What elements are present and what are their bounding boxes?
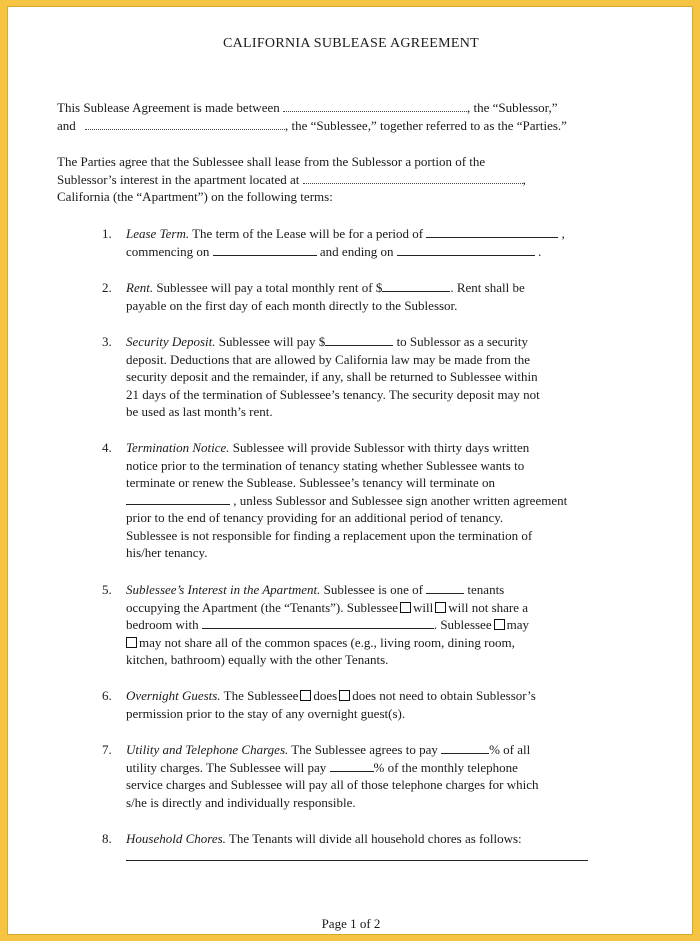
clause-number: 2. <box>102 280 112 295</box>
clause-text: Sublessee will provide Sublessor with thirty days written <box>232 440 530 455</box>
clause-text: kitchen, bathroom) equally with the other Tenants. <box>126 652 389 667</box>
clause-text: be used as last month’s rent. <box>126 404 273 419</box>
clause-text: utility charges. The Sublessee will pay <box>126 759 327 775</box>
clause-text: security deposit and the remainder, if any, shall be returned to Sublessee within <box>126 369 538 384</box>
clause-text: bedroom with <box>126 617 199 632</box>
clause-heading: Security Deposit. <box>126 334 216 349</box>
will-not-share-checkbox[interactable] <box>435 602 446 613</box>
clause-text: terminate or renew the Sublease. Sublessee’s tenancy will terminate on <box>126 475 495 490</box>
clause-text: permission prior to the stay of any overnight guest(s). <box>126 705 406 721</box>
clause-number: 5. <box>102 582 112 597</box>
clause-text: deposit. Deductions that are allowed by California law may be made from the <box>126 351 530 367</box>
rent-amount-blank[interactable] <box>382 279 450 292</box>
deposit-amount-blank[interactable] <box>325 333 393 346</box>
clause-text: Sublessee will pay $ <box>218 334 326 349</box>
clause-heading: Utility and Telephone Charges. <box>126 742 289 757</box>
clause-text: does not need to obtain Sublessor’s <box>352 688 536 703</box>
clause-text: % of all <box>489 742 531 757</box>
clause-text: service charges and Sublessee will pay all of those telephone charges for which <box>126 777 539 792</box>
termination-date-blank[interactable] <box>126 492 230 505</box>
clause-text: The Tenants will divide all household chores as follows: <box>228 831 522 846</box>
clause-text: will <box>413 599 434 615</box>
clause-text: may <box>506 617 529 632</box>
clause-text: will not share a <box>448 599 529 615</box>
apartment-address-blank[interactable] <box>303 171 523 184</box>
clause-text: his/her tenancy. <box>126 545 208 560</box>
chores-blank[interactable] <box>126 848 588 861</box>
guests-does-not-checkbox[interactable] <box>339 690 350 701</box>
parties-line-1: The Parties agree that the Sublessee shall lease from the Sublessor a portion of the <box>57 154 486 169</box>
guests-does-checkbox[interactable] <box>300 690 311 701</box>
clause-text: Sublessee is one of <box>323 582 423 597</box>
utility-percent-blank[interactable] <box>441 741 489 754</box>
intro-sublessee-text: , the “Sublessee,” together referred to as the “Parties.” <box>285 117 567 133</box>
clause-number: 4. <box>102 440 112 455</box>
clause-text: s/he is directly and individually responsible. <box>126 794 356 810</box>
start-date-blank[interactable] <box>213 243 317 256</box>
will-share-checkbox[interactable] <box>400 602 411 613</box>
end-date-blank[interactable] <box>397 243 535 256</box>
clause-text: tenants <box>467 582 505 597</box>
intro-text: This Sublease Agreement is made between <box>57 100 280 115</box>
lease-period-blank[interactable] <box>426 225 558 238</box>
clause-heading: Rent. <box>126 280 154 295</box>
clause-heading: Termination Notice. <box>126 440 230 455</box>
clause-text: . Sublessee <box>433 617 492 632</box>
clause-number: 1. <box>102 226 112 241</box>
clause-heading: Household Chores. <box>126 831 226 846</box>
clause-text: notice prior to the termination of tenancy stating whether Sublessee wants to <box>126 457 525 473</box>
clause-text: prior to the end of tenancy providing for an additional period of tenancy. <box>126 510 504 525</box>
clause-number: 3. <box>102 334 112 349</box>
clause-text: may not share all of the common spaces (e.g., living room, dining room, <box>139 634 515 650</box>
clause-text: payable on the first day of each month directly to the Sublessor. <box>126 297 458 313</box>
clause-number: 8. <box>102 831 112 846</box>
clause-text: Sublessee is not responsible for finding a replacement upon the termination of <box>126 527 533 543</box>
sublessee-name-blank[interactable] <box>85 117 285 130</box>
intro-text-end: , the “Sublessor,” <box>467 100 558 115</box>
clause-text: to Sublessor as a security <box>396 334 528 349</box>
tenant-count-blank[interactable] <box>426 581 464 594</box>
clause-heading: Lease Term. <box>126 226 190 241</box>
clause-heading: Sublessee’s Interest in the Apartment. <box>126 582 321 597</box>
clause-number: 7. <box>102 742 112 757</box>
clause-text: The Sublessee agrees to pay <box>291 742 438 757</box>
clause-text: and ending on <box>319 243 394 259</box>
clause-text: The term of the Lease will be for a period of <box>192 226 424 241</box>
document-title: CALIFORNIA SUBLEASE AGREEMENT <box>222 36 480 51</box>
clause-text: % of the monthly telephone <box>373 759 518 775</box>
parties-paragraph: The Parties agree that the Sublessee shall lease from the Sublessor a portion of the Sublessor’s interest in the apartment located at , California (the “Apartment”) on the following terms: <box>57 153 647 206</box>
intro-and: and <box>57 117 76 133</box>
clause-text: occupying the Apartment (the “Tenants”). Sublessee <box>126 599 399 615</box>
may-not-share-checkbox[interactable] <box>126 637 137 648</box>
parties-line-3: California (the “Apartment”) on the following terms: <box>57 189 333 204</box>
clause-text: . Rent shall be <box>450 280 525 295</box>
page-number: Page 1 of 2 <box>321 916 381 931</box>
may-share-checkbox[interactable] <box>494 619 505 630</box>
intro-paragraph <box>57 99 647 134</box>
clause-text: Sublessee will pay a total monthly rent of $ <box>156 280 383 295</box>
document-page: CALIFORNIA SUBLEASE AGREEMENT This Sublease Agreement is made between , the “Sublessor,” and , the “Sublessee,” together referred to as the “Parties.” The Parties agree that the Sublessee shall lease from the Sublessor a portion of the Sublessor’s interest in the apartment located at , California (the “Apartment”) on the following terms: 1. Lease Term. The term of the Lease will be for a period of , commencing on and ending on . 2. Rent. Sublessee will pay a total monthly rent of $ . Rent shall be payable on the first day of each month directly to the Sublessor. 3. Security Deposit. Sublessee will pay $ to Sublessor as a security deposit. Deductions that are allowed by California law may be made from the security deposit and the remainder, if any, shall be returned to Sublessee within 21 days of the termination of Sublessee’s tenancy. The security deposit may not be used as last month’s rent. 4. Termination Notice. Sublessee will provide Sublessor with thirty days written notice prior to the termination of tenancy stating whether Sublessee wants to terminate or renew the Sublease. Sublessee’s tenancy will terminate on , unless Sublessor and Sublessee sign another written agreement prior to the end of tenancy providing for an additional period of tenancy. Sublessee is not responsible for finding a replacement upon the termination of his/her tenancy. 5. Sublessee’s Interest in the Apartment. Sublessee is one of tenants occupying the Apartment (the “Tenants”). Sublessee will will not share a bedroom with . Sublessee may may not share all of the common spaces (e.g., living room, dining room, kitchen, bathroom) equally with the other Tenants. 6. Overnight Guests. The Sublessee does does not need to obtain Sublessor’s permission prior to the stay of any overnight guest(s). 7. Utility and Telephone Charges. The Sublessee agrees to pay % of all utility charges. The Sublessee will pay % of the monthly telephone service charges and Sublessee will pay all of those telephone charges for which s/he is directly and individually responsible. 8. Household Chores. The Tenants will divide all household chores as follows: Page 1 of 2 <box>7 6 693 935</box>
clause-text: commencing on <box>126 243 210 259</box>
clause-text: does <box>313 688 338 703</box>
clause-text: The Sublessee <box>223 688 299 703</box>
clause-heading: Overnight Guests. <box>126 688 221 703</box>
bedroom-share-blank[interactable] <box>202 616 434 629</box>
parties-line-2: Sublessor’s interest in the apartment located at <box>57 171 300 187</box>
telephone-percent-blank[interactable] <box>330 759 374 772</box>
clause-text: , unless Sublessor and Sublessee sign another written agreement <box>233 492 568 508</box>
sublessor-name-blank[interactable] <box>283 99 467 112</box>
clause-number: 6. <box>102 688 112 703</box>
clause-text: 21 days of the termination of Sublessee’s tenancy. The security deposit may not <box>126 386 540 402</box>
